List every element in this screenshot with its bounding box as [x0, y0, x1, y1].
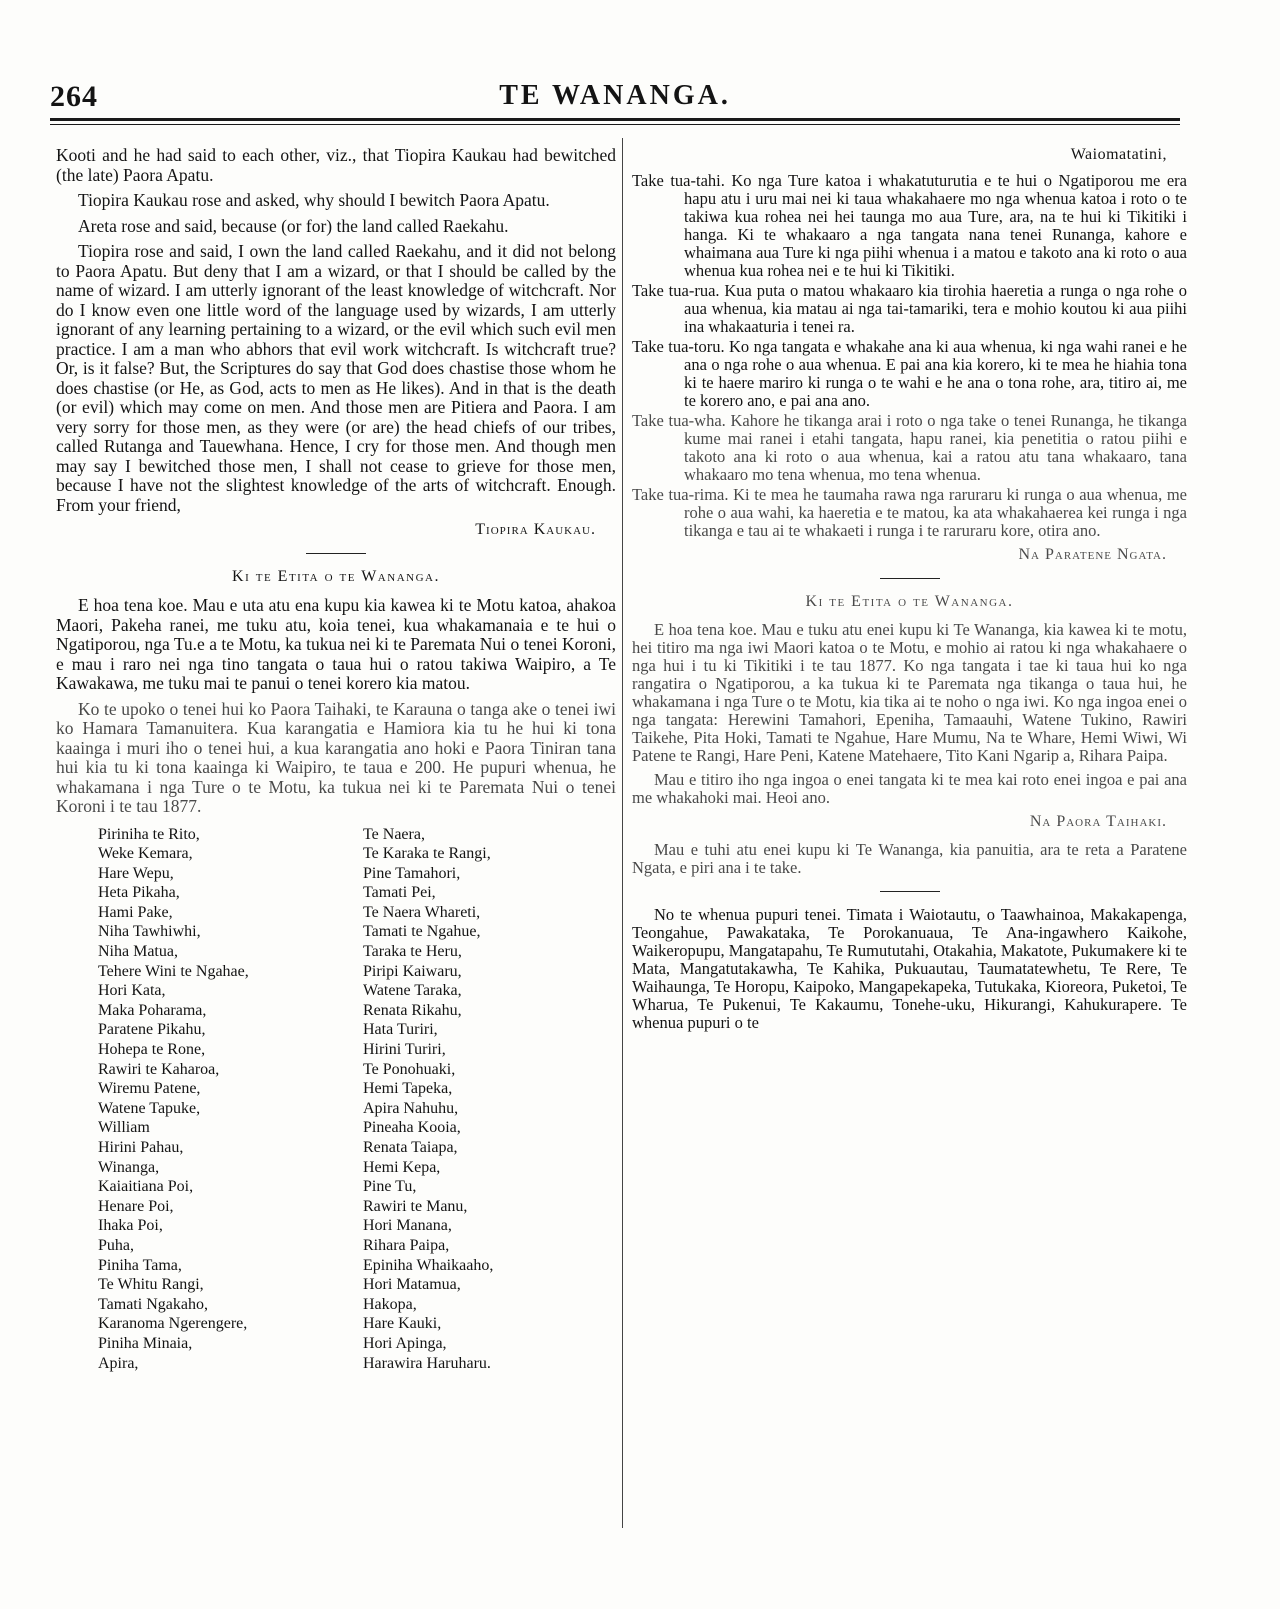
editor-paragraph: E hoa tena koe. Mau e tuku atu enei kupu ki Te Wananga, kia kawea ki te motu, hei titiro ma nga iwi Maori katoa o te Motu, e mohio ai ratou ki nga whakahaere o nga hui i tu ki Tikitiki i te tau 1877. Ko nga tangata i tae ki taua hui ko nga rangatira o Ngatiporou, a ka tukua ki te Paremata nga tikanga o taua hui, he whakamana i nga Ture o te Motu, kia tika ai te noho o nga iwi. Ko nga ingoa enei o nga tangata: Herewini Tamahori, Epeniha, Tamaauhi, Watene Tukino, Rawiri Taikehe, Pita Hoki, Tamati te Ngahue, Hare Mumu, Na te Whare, Hemi Wiwi, Wi Patene te Rangi, Hare Peni, Katene Matehaere, Tito Kani Ngarip a, Rihara Paipa. — [632, 620, 1187, 765]
signatory-name: Pineaha Kooia, — [363, 1119, 461, 1137]
signatory-name: Karanoma Ngerengere, — [98, 1315, 248, 1333]
signatory-name: Paratene Pikahu, — [98, 1021, 206, 1039]
land-paragraph: No te whenua pupuri tenei. Timata i Waiotautu, o Taawhainoa, Makakapenga, Teongahue, Pawakataka, Te Porokanuaua, Te Ana-ingawhero Kaikohe, Waikeropupu, Mangatapahu, Te Rumututahi, Otakahia, Makatote, Pukumakere ki te Mata, Mangatutakawha, Te Kahika, Pukuautau, Taumatatewhetu, Te Rere, Te Waihaunga, Te Horopu, Kaipoko, Mangapekapeka, Tutukaka, Kioreora, Puketoi, Te Wharua, Te Pukenui, Te Kakaumu, Tonehe-uku, Hikurangi, Kahukurapere. Te whenua pupuri o te — [632, 905, 1187, 1032]
signatory-name: Heta Pikaha, — [98, 884, 180, 902]
signatory-column — [56, 825, 363, 1374]
resolution: Take tua-rua. Kua puta o matou whakaaro kia tirohia haeretia a runga o nga rohe o aua whenua, kia matau ai nga tai-tamariki, tera e mohio koutou ki aua piihi ina whakaaturia i tenei ra. — [632, 281, 1187, 336]
page-title: TE WANANGA. — [499, 80, 731, 111]
signatory-name: Hami Pake, — [98, 903, 173, 921]
section-divider — [880, 578, 940, 579]
signatory-name: Watene Tapuke, — [98, 1099, 201, 1117]
section-divider — [880, 891, 940, 892]
masthead — [50, 76, 1180, 116]
signatory-name: Maka Poharama, — [98, 1001, 207, 1019]
signatory-name: Hohepa te Rone, — [98, 1041, 206, 1059]
left-column — [56, 146, 616, 1373]
header-rule-thin — [50, 124, 1180, 125]
signatory-name: Ihaka Poi, — [98, 1217, 163, 1235]
editor-paragraph: Ko te upoko o tenei hui ko Paora Taihaki, te Karauna o tanga ake o tenei iwi ko Hamara Tamanuitera. Kua karangatia e Hamiora kia tu he hui ki tona kaainga i muri iho o tenei hui, a kua karangatia ano hoki e Paora Tiniran tana hui kia tu ki tona kaainga ki Waipiro, te taua e 200. He pupuri whenua, he whakamana i nga Ture o te Motu, ka tukua nei ki te Paremata Nui o tenei Koroni i te tau 1877. — [56, 698, 616, 816]
signatory-name: Apira, — [98, 1354, 139, 1372]
signatory-name: Hakopa, — [363, 1295, 417, 1313]
signatory-name: Hirini Pahau, — [98, 1139, 184, 1156]
letter-paragraph: Areta rose and said, because (or for) the land called Raekahu. — [78, 215, 509, 236]
column-divider — [622, 138, 623, 1528]
signatory-name: Tehere Wini te Ngahae, — [98, 962, 249, 980]
signatory-name: Te Naera Whareti, — [363, 903, 481, 921]
resolution: Take tua-tahi. Ko nga Ture katoa i whakatuturutia e te hui o Ngatiporou me era hapu atu i uru mai nei ki taua whakahaere mo nga whenua katoa i roto o te takiwa kua rohea nei hei taunga mo aua Ture, ara, na te hui ki Tikitiki i hanga. Ki te whakaaro a nga tangata nana tenei Runanga, kahore e whaimana aua Ture ki nga piihi whenua i a matou e takoto ana ki roto o aua whenua kua rohea nei e te hui ki Tikitiki. — [632, 171, 1187, 280]
signatory-name: Renata Rikahu, — [363, 1001, 462, 1019]
resolution: Take tua-toru. Ko nga tangata e whakahe ana ki aua whenua, ki nga wahi ranei e he ana o nga rohe o aua whenua. E pai ana kia korero, ki te mea he hiahia tona ki te haere mariro ki runga o te wahi e he ana o tona rohe, ara, titiro ai, me te korero ano, e pai ana ano. — [632, 337, 1187, 410]
signatory-name: Te Naera, — [363, 825, 425, 843]
signatory-name: Tamati Ngakaho, — [98, 1295, 208, 1313]
signatory-name: Hemi Tapeka, — [363, 1080, 453, 1098]
resolution: Take tua-wha. Kahore he tikanga arai i roto o nga take o tenei Runanga, he tikanga kume mai ranei i etahi tangata, hapu ranei, kia penetitia o ratou piihi e takoto ana ki roto o aua whenua, kai a ratou atu tana whakaaro, tana whakaaro mo tena whenua, mo tena whenua. — [632, 411, 1187, 484]
signatory-name: Te Karaka te Rangi, — [363, 845, 491, 863]
editor-signature: Na Paora Taihaki. — [1029, 813, 1167, 830]
signatory-name: Hare Wepu, — [98, 864, 174, 882]
letter-signature: Tiopira Kaukau. — [475, 521, 596, 538]
signatory-name: Epiniha Whaikaaho, — [363, 1256, 494, 1274]
signatory-name: Hori Manana, — [363, 1217, 452, 1235]
page-number: 264 — [50, 80, 98, 113]
letter-paragraph: Tiopira Kaukau rose and asked, why should I bewitch Paora Apatu. — [78, 190, 550, 210]
signatory-name: Piriniha te Rito, — [98, 825, 200, 843]
signatory-name: Te Whitu Rangi, — [98, 1276, 204, 1294]
signatory-name: Piripi Kaiwaru, — [363, 962, 462, 980]
section-heading: Ki te Etita o te Wananga. — [232, 568, 440, 585]
resolutions-signature: Na Paratene Ngata. — [1018, 546, 1167, 563]
section-heading: Ki te Etita o te Wananga. — [805, 593, 1014, 610]
editor-paragraph: E hoa tena koe. Mau e uta atu ena kupu kia kawea ki te Motu katoa, ahakoa Maori, Pakeha ranei, me tuku atu, koia tenei, kua whakamanaia e te hui o Ngatiporou, nga Tu.e a te Motu, ka tukua nei ki te Paremata Nui o tenei Koroni, e mau i raro nei nga tino tangata o taua hui o ratou takiwa Waipiro, a Te Kawakawa, me tuku mai te panui o tenei korero kia matou. — [56, 595, 616, 693]
signatory-name: Hori Matamua, — [363, 1276, 461, 1294]
signatory-name: Hori Kata, — [98, 982, 166, 1000]
note-paragraph: Mau e tuhi atu enei kupu ki Te Wananga, kia panuitia, ara te reta a Paratene Ngata, e piri ana i te take. — [632, 840, 1187, 877]
signatory-name: Te Ponohuaki, — [363, 1060, 456, 1078]
signatory-name: Rawiri te Manu, — [363, 1197, 468, 1215]
signatory-list — [56, 825, 616, 1374]
signatory-name: Niha Matua, — [98, 943, 178, 961]
signatory-name: Pine Tamahori, — [363, 864, 461, 882]
letter-paragraph: Kooti and he had said to each other, viz., that Tiopira Kaukau had bewitched (the late) Paora Apatu. — [56, 145, 616, 185]
signatory-name: Watene Taraka, — [363, 982, 462, 1000]
header-rule — [50, 118, 1180, 121]
section-divider — [306, 553, 366, 554]
signatory-name: Niha Tawhiwhi, — [98, 923, 201, 941]
signatory-name: Hirini Turiri, — [363, 1041, 446, 1059]
signatory-name: Kaiaitiana Poi, — [98, 1178, 194, 1196]
signatory-name: Renata Taiapa, — [363, 1139, 458, 1156]
signatory-column — [363, 825, 613, 1374]
signatory-name: Taraka te Heru, — [363, 943, 462, 961]
signatory-name: Weke Kemara, — [98, 845, 193, 863]
signatory-name: Piniha Tama, — [98, 1256, 182, 1274]
signatory-name: Tamati te Ngahue, — [363, 923, 481, 941]
signatory-name: Hori Apinga, — [363, 1334, 447, 1352]
signatory-name: Tamati Pei, — [363, 884, 436, 902]
signatory-name: Rihara Paipa, — [363, 1236, 450, 1254]
signatory-name: Rawiri te Kaharoa, — [98, 1060, 220, 1078]
signatory-name: Piniha Minaia, — [98, 1334, 193, 1352]
signatory-name: Apira Nahuhu, — [363, 1099, 459, 1117]
right-column — [632, 146, 1187, 1038]
resolution: Take tua-rima. Ki te mea he taumaha rawa nga raruraru ki runga o aua whenua, me rohe o aua wahi, ka haeretia e te matou, ka ata whakahaerea kei runga i nga tikanga e tau ai te whakaeti i runga i te raruraru kore, otira ano. — [632, 485, 1187, 540]
signatory-name: Winanga, — [98, 1158, 160, 1176]
letter-paragraph: Tiopira rose and said, I own the land called Raekahu, and it did not belong to Paora Apatu. But deny that I am a wizard, or that I should be called by the name of wizard. I am utterly ignorant of the least knowledge of witchcraft. Nor do I know even one little word of the language used by wizards, I am utterly ignorant of any learning pertaining to a wizard, or the evil which such evil men practice. I am a man who abhors that evil work witchcraft. Is witchcraft true? Or, is it false? But, the Scriptures do say that God does chastise those whom he does chastise (or He, as God, acts to men as He likes). And in that is the death (or evil) which may come on men. And those men are Pitiera and Paora. I am very sorry for those men, as they were (or are) the head chiefs of our tribes, called Rutanga and Tauewhana. Hence, I cry for those men. And though men may say I bewitched those men, I shall not cease to grieve for those men, because I have not the slightest knowledge of the arts of witchcraft. Enough. From your friend, — [56, 241, 616, 515]
signatory-name: Wiremu Patene, — [98, 1080, 201, 1098]
signatory-name: Hata Turiri, — [363, 1021, 438, 1039]
signatory-name: Pine Tu, — [363, 1178, 417, 1196]
editor-paragraph: Mau e titiro iho nga ingoa o enei tangata ki te mea kai roto enei ingoa e pai ana me whakahoki mai. Heoi ano. — [632, 770, 1187, 807]
signatory-name: Puha, — [98, 1236, 134, 1254]
dateline-place: Waiomatatini, — [1070, 146, 1167, 163]
signatory-name: William — [98, 1119, 150, 1137]
signatory-name: Hemi Kepa, — [363, 1158, 441, 1176]
signatory-name: Henare Poi, — [98, 1197, 174, 1215]
signatory-name: Harawira Haruharu. — [363, 1354, 491, 1372]
signatory-name: Hare Kauki, — [363, 1315, 442, 1333]
